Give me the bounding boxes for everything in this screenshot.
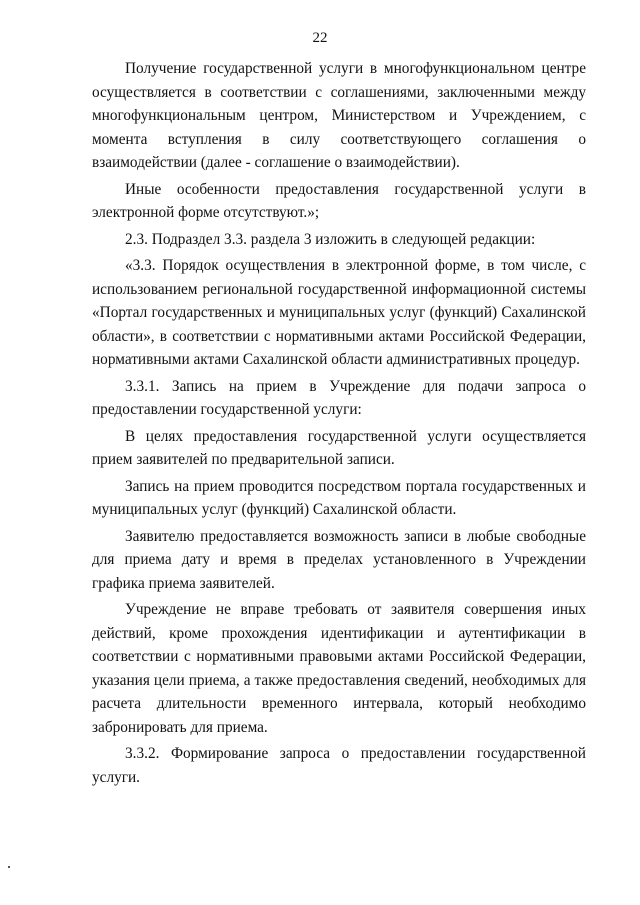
paragraph-section-3-3-1: 3.3.1. Запись на прием в Учреждение для подачи запроса о предоставлении государственной услуги: — [92, 377, 586, 418]
paragraph-section-3-3-2: 3.3.2. Формирование запроса о предоставлении государственной услуги. — [92, 745, 586, 786]
paragraph-appointment-time: Заявителю предоставляется возможность записи в любые свободные для приема дату и время в пределах установленного в Учреждении графика приема заявителей. — [92, 527, 586, 592]
paragraph-section-3-3: «3.3. Порядок осуществления в электронной форме, в том числе, с использованием региональной государственной информационной системы «Портал государственных и муниципальных услуг (функций) Сахалинской области», в соответствии с нормативными актами Российской Федерации, нормативными актами Сахалинской области административных процедур. — [92, 257, 586, 368]
paragraph-appointment-portal: Запись на прием проводится посредством портала государственных и муниципальных услуг (функций) Сахалинской области. — [92, 477, 586, 518]
paragraph-institution-restrictions: Учреждение не вправе требовать от заявителя совершения иных действий, кроме прохождения идентификации и аутентификации в соответствии с нормативными правовыми актами Российской Федерации, указания цели приема, а также предоставления сведений, необходимых для расчета длительности временного интервала, который необходимо забронировать для приема. — [92, 601, 586, 736]
document-body — [92, 57, 586, 792]
paragraph-other-features: Иные особенности предоставления государственной услуги в электронной форме отсутствуют.»; — [92, 180, 586, 221]
paragraph-item-2-3: 2.3. Подраздел 3.3. раздела 3 изложить в следующей редакции: — [125, 230, 536, 248]
page-number: 22 — [312, 30, 328, 46]
paragraph-mfc-services: Получение государственной услуги в многофункциональном центре осуществляется в соответствии с соглашениями, заключенными между многофункциональным центром, Министерством и Учреждением, с момента вступления в силу соответствующего соглашения о взаимодействии (далее - соглашение о взаимодействии). — [92, 60, 586, 171]
scan-speck — [8, 866, 10, 868]
paragraph-appointment-purpose: В целях предоставления государственной услуги осуществляется прием заявителей по предварительной записи. — [92, 427, 586, 468]
